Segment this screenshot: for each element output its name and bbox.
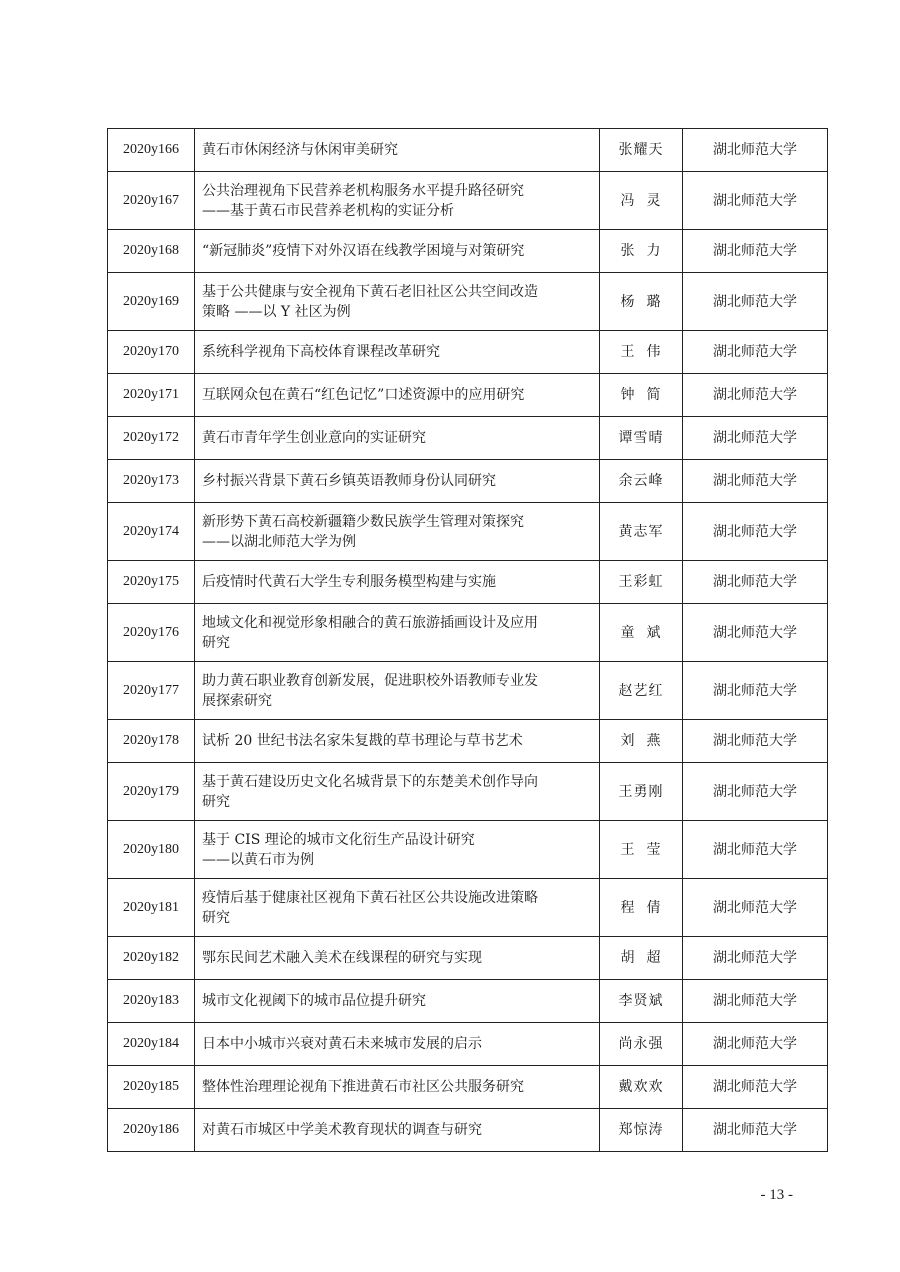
project-id-cell: 2020y183 <box>108 980 195 1023</box>
project-title-line: 系统科学视角下高校体育课程改革研究 <box>202 344 440 360</box>
project-org-cell: 湖北师范大学 <box>683 980 828 1023</box>
project-title-line: 展探索研究 <box>202 692 272 709</box>
project-org-cell: 湖北师范大学 <box>683 1109 828 1152</box>
project-org-cell: 湖北师范大学 <box>683 763 828 821</box>
table-row <box>108 129 828 172</box>
project-org-cell: 湖北师范大学 <box>683 662 828 720</box>
project-title-cell <box>195 1109 600 1152</box>
project-title-cell <box>195 273 600 331</box>
project-org-cell: 湖北师范大学 <box>683 720 828 763</box>
project-id-cell: 2020y167 <box>108 172 195 230</box>
page-number: - 13 - <box>760 1187 793 1203</box>
project-title-cell <box>195 561 600 604</box>
project-author-cell: 杨 璐 <box>600 273 683 331</box>
project-id-cell: 2020y173 <box>108 460 195 503</box>
table-row <box>108 1023 828 1066</box>
project-title-cell <box>195 937 600 980</box>
project-title-cell <box>195 879 600 937</box>
project-title-line: 互联网众包在黄石“红色记忆”口述资源中的应用研究 <box>202 387 525 403</box>
project-title-line: 日本中小城市兴衰对黄石未来城市发展的启示 <box>202 1036 482 1052</box>
table-row <box>108 763 828 821</box>
project-title-line: 策略 ——以 Y 社区为例 <box>202 303 351 320</box>
project-author-cell: 王彩虹 <box>600 561 683 604</box>
project-title-cell <box>195 821 600 879</box>
table-row <box>108 273 828 331</box>
project-title-cell <box>195 460 600 503</box>
project-org-cell: 湖北师范大学 <box>683 604 828 662</box>
project-org-cell: 湖北师范大学 <box>683 1066 828 1109</box>
project-title-line: ——以黄石市为例 <box>202 851 314 868</box>
project-title-line: 基于 CIS 理论的城市文化衍生产品设计研究 <box>202 831 475 848</box>
project-id-cell: 2020y182 <box>108 937 195 980</box>
project-author-cell: 钟 简 <box>600 374 683 417</box>
project-org-cell: 湖北师范大学 <box>683 460 828 503</box>
project-id-cell: 2020y181 <box>108 879 195 937</box>
project-title-line: 研究 <box>202 793 230 810</box>
project-title-line: 地域文化和视觉形象相融合的黄石旅游插画设计及应用 <box>202 614 538 631</box>
project-title-line: 整体性治理理论视角下推进黄石市社区公共服务研究 <box>202 1079 524 1095</box>
project-org-cell: 湖北师范大学 <box>683 937 828 980</box>
project-title-cell <box>195 980 600 1023</box>
table-row <box>108 604 828 662</box>
project-title-cell <box>195 374 600 417</box>
project-title-line: 基于黄石建设历史文化名城背景下的东楚美术创作导向 <box>202 773 538 790</box>
project-author-cell: 赵艺红 <box>600 662 683 720</box>
project-org-cell: 湖北师范大学 <box>683 821 828 879</box>
project-title-line: 基于公共健康与安全视角下黄石老旧社区公共空间改造 <box>202 283 538 300</box>
project-title-line: “新冠肺炎”疫情下对外汉语在线教学困境与对策研究 <box>202 243 525 259</box>
project-title-line: 新形势下黄石高校新疆籍少数民族学生管理对策探究 <box>202 513 524 530</box>
project-org-cell: 湖北师范大学 <box>683 374 828 417</box>
project-title-cell <box>195 417 600 460</box>
project-org-cell: 湖北师范大学 <box>683 129 828 172</box>
project-org-cell: 湖北师范大学 <box>683 1023 828 1066</box>
project-title-cell <box>195 129 600 172</box>
table-row <box>108 561 828 604</box>
project-id-cell: 2020y186 <box>108 1109 195 1152</box>
project-author-cell: 冯 灵 <box>600 172 683 230</box>
project-id-cell: 2020y175 <box>108 561 195 604</box>
project-id-cell: 2020y176 <box>108 604 195 662</box>
project-title-line: 后疫情时代黄石大学生专利服务模型构建与实施 <box>202 574 496 590</box>
project-title-line: 城市文化视阈下的城市品位提升研究 <box>202 993 426 1009</box>
project-author-cell: 余云峰 <box>600 460 683 503</box>
project-title-cell <box>195 1023 600 1066</box>
project-author-cell: 程 倩 <box>600 879 683 937</box>
project-title-cell <box>195 331 600 374</box>
project-author-cell: 尚永强 <box>600 1023 683 1066</box>
project-id-cell: 2020y170 <box>108 331 195 374</box>
project-title-line: 试析 20 世纪书法名家朱复戡的草书理论与草书艺术 <box>202 733 523 749</box>
project-org-cell: 湖北师范大学 <box>683 331 828 374</box>
table-row <box>108 720 828 763</box>
project-title-line: ——基于黄石市民营养老机构的实证分析 <box>202 202 454 219</box>
project-id-cell: 2020y177 <box>108 662 195 720</box>
table-row <box>108 980 828 1023</box>
project-author-cell: 刘 燕 <box>600 720 683 763</box>
project-author-cell: 郑惊涛 <box>600 1109 683 1152</box>
project-author-cell: 王勇刚 <box>600 763 683 821</box>
project-author-cell: 童 斌 <box>600 604 683 662</box>
project-title-line: ——以湖北师范大学为例 <box>202 533 356 550</box>
project-title-cell <box>195 172 600 230</box>
project-title-cell <box>195 503 600 561</box>
table-row <box>108 374 828 417</box>
project-author-cell: 黄志军 <box>600 503 683 561</box>
project-author-cell: 张耀天 <box>600 129 683 172</box>
project-author-cell: 胡 超 <box>600 937 683 980</box>
project-title-line: 乡村振兴背景下黄石乡镇英语教师身份认同研究 <box>202 473 496 489</box>
table-row <box>108 821 828 879</box>
table-body <box>108 129 828 1152</box>
project-id-cell: 2020y184 <box>108 1023 195 1066</box>
project-org-cell: 湖北师范大学 <box>683 561 828 604</box>
table-row <box>108 460 828 503</box>
project-org-cell: 湖北师范大学 <box>683 879 828 937</box>
table-row <box>108 172 828 230</box>
project-org-cell: 湖北师范大学 <box>683 417 828 460</box>
project-title-line: 公共治理视角下民营养老机构服务水平提升路径研究 <box>202 182 524 199</box>
project-title-line: 疫情后基于健康社区视角下黄石社区公共设施改进策略 <box>202 889 538 906</box>
project-author-cell: 张 力 <box>600 230 683 273</box>
project-id-cell: 2020y180 <box>108 821 195 879</box>
project-title-line: 黄石市青年学生创业意向的实证研究 <box>202 430 426 446</box>
project-id-cell: 2020y172 <box>108 417 195 460</box>
table-row <box>108 662 828 720</box>
project-title-cell <box>195 763 600 821</box>
project-id-cell: 2020y179 <box>108 763 195 821</box>
project-author-cell: 李贤斌 <box>600 980 683 1023</box>
project-org-cell: 湖北师范大学 <box>683 273 828 331</box>
project-id-cell: 2020y185 <box>108 1066 195 1109</box>
project-title-cell <box>195 720 600 763</box>
project-title-cell <box>195 1066 600 1109</box>
project-org-cell: 湖北师范大学 <box>683 230 828 273</box>
project-title-cell <box>195 662 600 720</box>
table-row <box>108 331 828 374</box>
table-row <box>108 937 828 980</box>
table-row <box>108 417 828 460</box>
project-title-line: 对黄石市城区中学美术教育现状的调查与研究 <box>202 1122 482 1138</box>
project-id-cell: 2020y171 <box>108 374 195 417</box>
project-title-cell <box>195 604 600 662</box>
project-author-cell: 谭雪晴 <box>600 417 683 460</box>
project-table <box>107 128 828 1152</box>
project-author-cell: 戴欢欢 <box>600 1066 683 1109</box>
project-title-line: 黄石市休闲经济与休闲审美研究 <box>202 142 398 158</box>
project-id-cell: 2020y169 <box>108 273 195 331</box>
project-id-cell: 2020y174 <box>108 503 195 561</box>
project-author-cell: 王 莹 <box>600 821 683 879</box>
project-author-cell: 王 伟 <box>600 331 683 374</box>
project-id-cell: 2020y166 <box>108 129 195 172</box>
project-org-cell: 湖北师范大学 <box>683 503 828 561</box>
project-org-cell: 湖北师范大学 <box>683 172 828 230</box>
project-title-line: 研究 <box>202 909 230 926</box>
project-title-line: 鄂东民间艺术融入美术在线课程的研究与实现 <box>202 950 482 966</box>
project-title-cell <box>195 230 600 273</box>
project-title-line: 助力黄石职业教育创新发展，促进职校外语教师专业发 <box>202 672 538 689</box>
table-row <box>108 879 828 937</box>
project-id-cell: 2020y168 <box>108 230 195 273</box>
table-row <box>108 1066 828 1109</box>
project-title-line: 研究 <box>202 634 230 651</box>
table-row <box>108 1109 828 1152</box>
table-row <box>108 230 828 273</box>
project-id-cell: 2020y178 <box>108 720 195 763</box>
table-row <box>108 503 828 561</box>
